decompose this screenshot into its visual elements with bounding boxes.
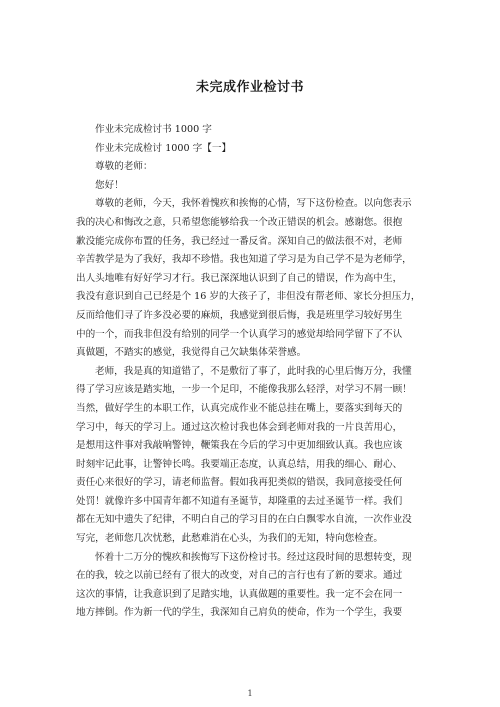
body-line: 尊敬的老师，今天，我怀着愧疚和挨悔的心情，写下这份检查。以向您表示 — [95, 198, 412, 210]
body-line: 在的我，较之以前已经有了很大的改变，对自己的言行也有了新的要求。通过 — [76, 570, 403, 582]
body-line: 我没有意识到自己已经是个 16 岁的大孩子了，非但没有帮老师、家长分担压力， — [76, 291, 421, 303]
body-line: 作业未完成检讨 1000 字【一】 — [95, 142, 232, 154]
body-line: 责任心来很好的学习，请老师监督。假如我再犯类似的错误，我同意接受任何 — [76, 477, 403, 489]
document-body — [76, 121, 430, 623]
body-line: 时刻牢记此事，让警钟长鸣。我要端正态度，认真总结，用我的细心、耐心、 — [76, 458, 403, 470]
body-line: 出人头地唯有好好学习才行。我已深深地认识到了自己的错误，作为高中生， — [76, 272, 403, 284]
body-line: 怀着十二万分的愧疚和挨悔写下这份检讨书。经过这段时间的思想转变，现 — [95, 551, 412, 563]
body-line: 作业未完成检讨书 1000 字 — [95, 124, 212, 135]
body-line: 是想用这件事对我敲响警钟，鞭策我在今后的学习中更加细致认真。我也应该 — [76, 440, 403, 452]
body-line: 老师，我是真的知道错了，不是敷衍了事了，此时我的心里后悔万分，我懂 — [95, 365, 412, 377]
body-line: 反而给他们寻了许多没必要的麻烦，我感觉到很后悔，我是班里学习较好男生 — [76, 309, 403, 321]
body-line: 地方摔倒。作为新一代的学生，我深知自己肩负的使命，作为一个学生，我要 — [76, 607, 403, 619]
body-line: 辛苦教学是为了我好，我却不珍惜。我也知道了学习是为自己学不是为老师学， — [76, 254, 412, 266]
body-line: 中的一个，而我非但没有给别的同学一个认真学习的感觉却给同学留下了不认 — [76, 328, 403, 340]
page-number: 1 — [247, 689, 253, 698]
body-line: 我的决心和悔改之意，只希望您能够给我一个改正错误的机会。感谢您。很抱 — [76, 216, 403, 228]
body-line: 处罚！就像许多中国青年都不知道有圣诞节，却隆重的去过圣诞节一样。我们 — [76, 495, 403, 507]
body-line: 您好！ — [95, 179, 124, 191]
body-line: 写完，老师您几次忧愁，此愁难消在心头，为我们的无知，特向您检查。 — [76, 533, 383, 545]
document-title: 未完成作业检讨书 — [195, 80, 304, 95]
body-line: 这次的事情，让我意识到了足踏实地，认真做题的重要性。我一定不会在同一 — [76, 588, 403, 600]
body-line: 尊敬的老师： — [95, 161, 153, 173]
body-line: 歉没能完成你布置的任务，我已经过一番反省。深知自己的做法很不对，老师 — [76, 235, 403, 247]
body-line: 学习中，每天的学习上。通过这次检讨我也体会到老师对我的一片良苦用心， — [76, 421, 403, 433]
body-line: 得了学习应该是踏实地，一步一个足印，不能像我那么轻浮，对学习不屑一顾！ — [76, 384, 412, 396]
body-line: 当然，做好学生的本职工作，认真完成作业不能总挂在嘴上，要落实到每天的 — [76, 402, 403, 414]
body-line: 都在无知中遗失了纪律，不明白自己的学习目的在白白飘零水自流，一次作业没 — [76, 514, 412, 526]
body-line: 真做题，不踏实的感觉，我觉得自己欠缺集体荣誉感。 — [76, 347, 307, 359]
